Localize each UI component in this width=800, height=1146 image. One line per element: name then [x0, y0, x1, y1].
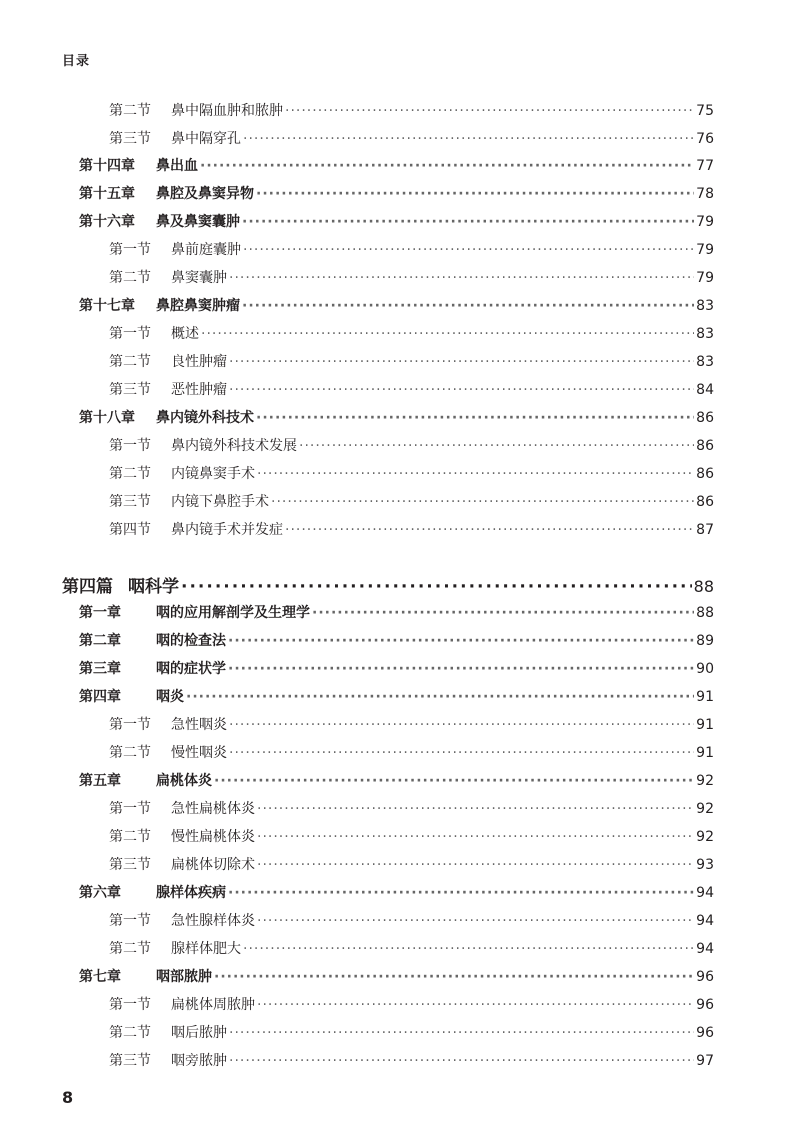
- toc-entry-title: [109, 826, 255, 846]
- toc-entry-number: 第一节: [109, 801, 151, 817]
- running-header: 目录: [62, 54, 91, 69]
- toc-section-entry[interactable]: [109, 742, 714, 762]
- toc-entry-heading: 内镜下鼻腔手术: [171, 494, 269, 510]
- toc-entry-number: 第十六章: [79, 214, 135, 230]
- dot-leader: [257, 997, 694, 1013]
- toc-entry-number: 第四节: [109, 522, 151, 538]
- toc-entry-number: 第一节: [109, 242, 151, 258]
- toc-chapter-entry[interactable]: [79, 155, 714, 175]
- toc-entry-title: [109, 323, 199, 343]
- toc-entry-number: 第三章: [79, 661, 121, 677]
- toc-entry-number: 第四篇: [62, 577, 113, 597]
- toc-page-number: 87: [696, 522, 714, 538]
- toc-section-entry[interactable]: [109, 128, 714, 148]
- toc-entry-heading: 腺样体疾病: [156, 885, 226, 901]
- toc-entry-title: [109, 854, 255, 874]
- dot-leader: [285, 103, 694, 119]
- toc-entry-heading: 鼻出血: [156, 158, 198, 174]
- toc-entry-number: 第三节: [109, 1053, 151, 1069]
- toc-entry-heading: 鼻腔及鼻窦异物: [156, 186, 254, 202]
- dot-leader: [243, 242, 694, 258]
- dot-leader: [242, 298, 694, 314]
- toc-page-number: 94: [696, 913, 714, 929]
- toc-entry-number: 第三节: [109, 131, 151, 147]
- toc-entry-title: [79, 211, 240, 231]
- dot-leader: [181, 577, 692, 597]
- toc-entry-heading: 鼻内镜外科技术发展: [171, 438, 297, 454]
- toc-section-entry[interactable]: [109, 519, 714, 539]
- dot-leader: [229, 717, 694, 733]
- dot-leader: [229, 745, 694, 761]
- toc-entry-number: 第十四章: [79, 158, 135, 174]
- dot-leader: [243, 941, 694, 957]
- toc-page-number: 96: [696, 1025, 714, 1041]
- toc-entry-number: 第二节: [109, 270, 151, 286]
- dot-leader: [228, 885, 694, 901]
- toc-page-number: 79: [696, 242, 714, 258]
- toc-entry-heading: 鼻中隔穿孔: [171, 131, 241, 147]
- toc-section-entry[interactable]: [109, 938, 714, 958]
- toc-entry-number: 第二章: [79, 633, 121, 649]
- toc-entry-title: [79, 882, 226, 902]
- toc-section-entry[interactable]: [109, 854, 714, 874]
- toc-entry-number: 第二节: [109, 745, 151, 761]
- toc-page-number: 83: [696, 354, 714, 370]
- dot-leader: [271, 494, 694, 510]
- toc-entry-title: [109, 463, 255, 483]
- toc-section-entry[interactable]: [109, 379, 714, 399]
- toc-entry-heading: 急性扁桃体炎: [171, 801, 255, 817]
- toc-page-number: 75: [696, 103, 714, 119]
- toc-page-number: 89: [696, 633, 714, 649]
- dot-leader: [285, 522, 694, 538]
- dot-leader: [256, 410, 694, 426]
- toc-chapter-entry[interactable]: [79, 658, 714, 678]
- toc-entry-heading: 咽旁脓肿: [171, 1053, 227, 1069]
- toc-entry-number: 第二节: [109, 829, 151, 845]
- toc-entry-heading: 鼻窦囊肿: [171, 270, 227, 286]
- toc-page-number: 76: [696, 131, 714, 147]
- toc-page-number: 86: [696, 494, 714, 510]
- toc-page-number: 91: [696, 689, 714, 705]
- toc-chapter-entry[interactable]: [79, 602, 714, 622]
- toc-entry-heading: 鼻前庭囊肿: [171, 242, 241, 258]
- toc-chapter-entry[interactable]: [79, 882, 714, 902]
- toc-page-number: 96: [696, 969, 714, 985]
- toc-section-entry[interactable]: [109, 491, 714, 511]
- toc-page-number: 88: [696, 605, 714, 621]
- toc-section-entry[interactable]: [109, 994, 714, 1014]
- toc-entry-number: 第二节: [109, 941, 151, 957]
- toc-page-number: 86: [696, 466, 714, 482]
- toc-page-number: 86: [696, 410, 714, 426]
- toc-entry-title: [109, 519, 283, 539]
- toc-entry-number: 第四章: [79, 689, 121, 705]
- toc-entry-title: [109, 128, 241, 148]
- toc-entry-heading: 咽炎: [156, 689, 184, 705]
- toc-entry-title: [109, 267, 227, 287]
- toc-entry-heading: 鼻腔鼻窦肿瘤: [156, 298, 240, 314]
- dot-leader: [257, 801, 694, 817]
- dot-leader: [299, 438, 694, 454]
- toc-entry-heading: 内镜鼻窦手术: [171, 466, 255, 482]
- toc-entry-title: [109, 100, 283, 120]
- toc-section-entry[interactable]: [109, 239, 714, 259]
- toc-section-entry[interactable]: [109, 267, 714, 287]
- dot-leader: [201, 326, 694, 342]
- toc-page-number: 92: [696, 829, 714, 845]
- toc-entry-heading: 鼻及鼻窦囊肿: [156, 214, 240, 230]
- toc-page-number: 91: [696, 717, 714, 733]
- toc-section-entry[interactable]: [109, 100, 714, 120]
- toc-entry-number: 第一节: [109, 717, 151, 733]
- toc-entry-heading: 良性肿瘤: [171, 354, 227, 370]
- toc-section-entry[interactable]: [109, 714, 714, 734]
- dot-leader: [257, 913, 694, 929]
- toc-section-entry[interactable]: [109, 1022, 714, 1042]
- dot-leader: [228, 633, 694, 649]
- toc-entry-number: 第十八章: [79, 410, 135, 426]
- toc-entry-heading: 咽科学: [128, 577, 179, 597]
- dot-leader: [200, 158, 694, 174]
- toc-section-entry[interactable]: [109, 826, 714, 846]
- toc-entry-number: 第一章: [79, 605, 121, 621]
- toc-entry-title: [79, 155, 198, 175]
- toc-entry-heading: 鼻内镜手术并发症: [171, 522, 283, 538]
- toc-page-number: 88: [693, 577, 714, 596]
- toc-page-number: 91: [696, 745, 714, 761]
- toc-entry-heading: 概述: [171, 326, 199, 342]
- toc-page-number: 84: [696, 382, 714, 398]
- toc-page-number: 93: [696, 857, 714, 873]
- dot-leader: [186, 689, 694, 705]
- toc-page-number: 79: [696, 270, 714, 286]
- toc-entry-number: 第三节: [109, 382, 151, 398]
- toc-entry-title: [62, 572, 179, 597]
- dot-leader: [229, 1053, 694, 1069]
- dot-leader: [214, 773, 694, 789]
- toc-entry-number: 第二节: [109, 466, 151, 482]
- toc-entry-number: 第六章: [79, 885, 121, 901]
- toc-section-entry[interactable]: [109, 463, 714, 483]
- toc-entry-heading: 腺样体肥大: [171, 941, 241, 957]
- toc-entry-title: [109, 491, 269, 511]
- toc-entry-heading: 咽后脓肿: [171, 1025, 227, 1041]
- toc-entry-number: 第二节: [109, 354, 151, 370]
- toc-entry-heading: 鼻中隔血肿和脓肿: [171, 103, 283, 119]
- toc-section-entry[interactable]: [109, 435, 714, 455]
- toc-entry-heading: 恶性肿瘤: [171, 382, 227, 398]
- toc-entry-number: 第二节: [109, 103, 151, 119]
- toc-page-number: 79: [696, 214, 714, 230]
- toc-entry-heading: 急性咽炎: [171, 717, 227, 733]
- dot-leader: [228, 661, 694, 677]
- toc-entry-title: [79, 630, 226, 650]
- toc-chapter-entry[interactable]: [79, 295, 714, 315]
- toc-chapter-entry[interactable]: [79, 770, 714, 790]
- toc-entry-number: 第十五章: [79, 186, 135, 202]
- toc-entry-heading: 扁桃体周脓肿: [171, 997, 255, 1013]
- toc-chapter-entry[interactable]: [79, 183, 714, 203]
- dot-leader: [243, 131, 694, 147]
- toc-page-number: 83: [696, 326, 714, 342]
- toc-entry-heading: 扁桃体切除术: [171, 857, 255, 873]
- toc-entry-title: [79, 966, 212, 986]
- toc-page-number: 77: [696, 158, 714, 174]
- toc-entry-title: [79, 407, 254, 427]
- toc-entry-heading: 慢性扁桃体炎: [171, 829, 255, 845]
- toc-page-number: 96: [696, 997, 714, 1013]
- toc-entry-number: 第一节: [109, 997, 151, 1013]
- toc-entry-heading: 急性腺样体炎: [171, 913, 255, 929]
- toc-section-entry[interactable]: [109, 351, 714, 371]
- dot-leader: [214, 969, 694, 985]
- dot-leader: [229, 354, 694, 370]
- toc-entry-number: 第三节: [109, 857, 151, 873]
- toc-entry-number: 第七章: [79, 969, 121, 985]
- toc-entry-title: [109, 714, 227, 734]
- toc-entry-number: 第二节: [109, 1025, 151, 1041]
- toc-entry-number: 第一节: [109, 438, 151, 454]
- dot-leader: [242, 214, 694, 230]
- toc-section-entry[interactable]: [109, 323, 714, 343]
- toc-page-number: 94: [696, 941, 714, 957]
- dot-leader: [257, 829, 694, 845]
- toc-entry-title: [79, 602, 310, 622]
- toc-chapter-entry[interactable]: [79, 630, 714, 650]
- toc-entry-heading: 咽的应用解剖学及生理学: [156, 605, 310, 621]
- toc-entry-heading: 咽部脓肿: [156, 969, 212, 985]
- toc-page-number: 92: [696, 801, 714, 817]
- toc-entry-title: [109, 994, 255, 1014]
- toc-entry-title: [109, 351, 227, 371]
- toc-entry-number: 第三节: [109, 494, 151, 510]
- toc-page-number: 78: [696, 186, 714, 202]
- toc-section-entry[interactable]: [109, 1050, 714, 1070]
- toc-entry-heading: 扁桃体炎: [156, 773, 212, 789]
- toc-chapter-entry[interactable]: [79, 686, 714, 706]
- toc-chapter-entry[interactable]: [79, 966, 714, 986]
- toc-entry-title: [109, 379, 227, 399]
- toc-entry-title: [79, 770, 212, 790]
- toc-page-number: 90: [696, 661, 714, 677]
- page-number: 8: [62, 1088, 74, 1107]
- toc-entry-title: [79, 658, 226, 678]
- toc-entry-number: 第一节: [109, 326, 151, 342]
- toc-chapter-entry[interactable]: [79, 407, 714, 427]
- toc-entry-heading: 慢性咽炎: [171, 745, 227, 761]
- toc-entry-title: [79, 183, 254, 203]
- toc-entry-title: [79, 686, 184, 706]
- dot-leader: [229, 270, 694, 286]
- toc-chapter-entry[interactable]: [79, 211, 714, 231]
- toc-page-number: 94: [696, 885, 714, 901]
- dot-leader: [256, 186, 694, 202]
- toc-entry-title: [109, 1022, 227, 1042]
- dot-leader: [257, 857, 694, 873]
- toc-entry-heading: 咽的检查法: [156, 633, 226, 649]
- toc-entry-title: [109, 938, 241, 958]
- dot-leader: [257, 466, 694, 482]
- toc-entry-number: 第五章: [79, 773, 121, 789]
- toc-entry-heading: 咽的症状学: [156, 661, 226, 677]
- toc-entry-title: [109, 742, 227, 762]
- toc-entry-title: [109, 798, 255, 818]
- toc-part-entry[interactable]: [62, 572, 714, 597]
- toc-entry-title: [109, 1050, 227, 1070]
- dot-leader: [229, 382, 694, 398]
- toc-entry-title: [109, 910, 255, 930]
- toc-entry-title: [109, 435, 297, 455]
- toc-entry-number: 第十七章: [79, 298, 135, 314]
- toc-section-entry[interactable]: [109, 798, 714, 818]
- toc-entry-heading: 鼻内镜外科技术: [156, 410, 254, 426]
- toc-entry-number: 第一节: [109, 913, 151, 929]
- toc-entry-title: [79, 295, 240, 315]
- dot-leader: [229, 1025, 694, 1041]
- toc-page-number: 97: [696, 1053, 714, 1069]
- toc-page-number: 92: [696, 773, 714, 789]
- toc-entry-title: [109, 239, 241, 259]
- toc-page-number: 86: [696, 438, 714, 454]
- toc-section-entry[interactable]: [109, 910, 714, 930]
- toc-page-number: 83: [696, 298, 714, 314]
- dot-leader: [312, 605, 694, 621]
